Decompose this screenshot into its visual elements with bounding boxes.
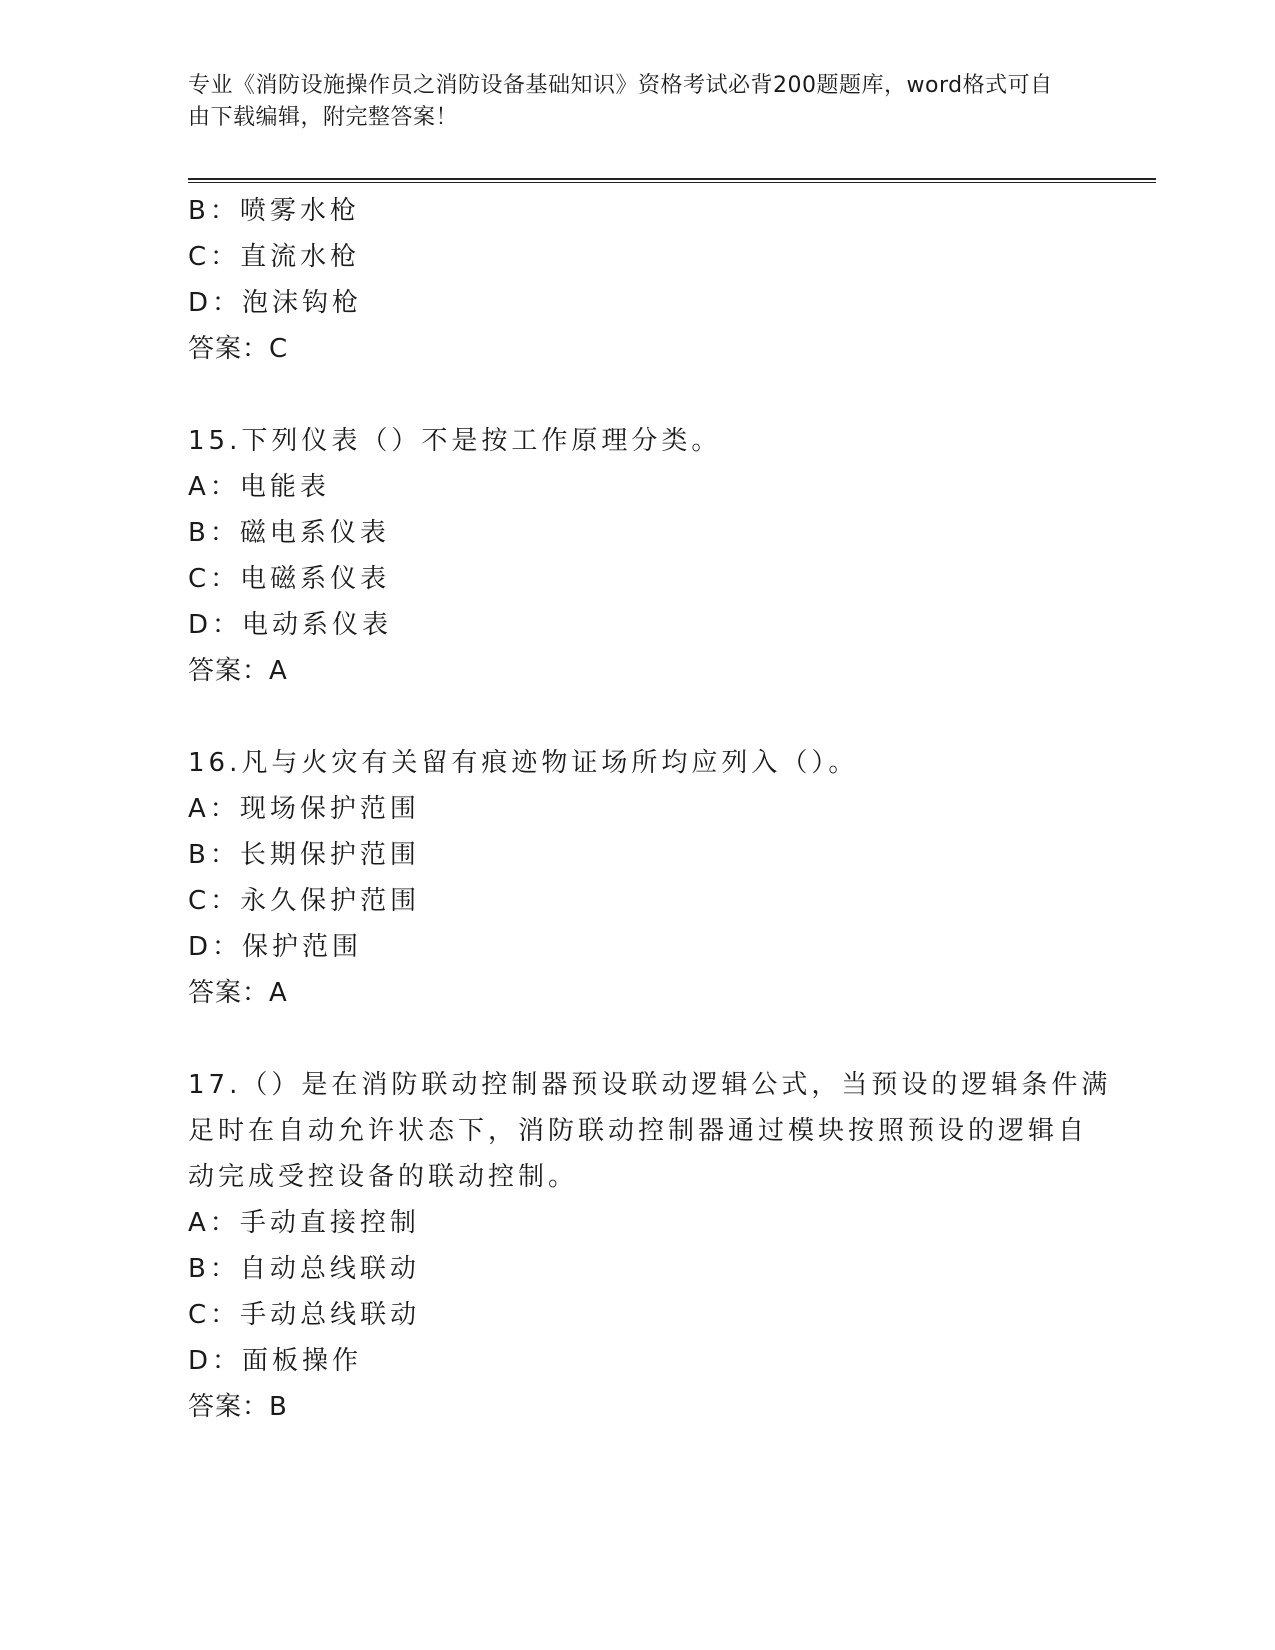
question-stem: 15.下列仪表（）不是按工作原理分类。 [188, 426, 722, 456]
option-c [188, 878, 1088, 924]
option-separator: ： [209, 196, 240, 226]
option-separator: ： [210, 564, 241, 594]
page-header-title: 专业《消防设施操作员之消防设备基础知识》资格考试必背200题题库，word格式可自由下载编辑，附完整答案！ [188, 73, 1053, 130]
option-c [188, 556, 1088, 602]
option-label: A [188, 794, 210, 824]
question-stem-line-2: 足时在自动允许状态下，消防联动控制器通过模块按照预设的逻辑自 [188, 1116, 1089, 1146]
option-text: 喷雾水枪 [239, 196, 360, 226]
option-a [188, 464, 1088, 510]
answer: 答案：A [188, 656, 288, 686]
header-divider [188, 178, 1156, 183]
option-text: 永久保护范围 [240, 886, 421, 916]
option-label: C [188, 886, 211, 916]
option-separator: ： [210, 242, 241, 272]
option-text: 直流水枪 [240, 242, 361, 272]
question-17 [188, 1062, 1112, 1430]
question-stem: 16.凡与火灾有关留有痕迹物证场所均应列入（）。 [188, 748, 859, 778]
option-label: A [188, 472, 210, 502]
option-label: D [188, 288, 213, 318]
option-text: 现场保护范围 [239, 794, 420, 824]
option-a [188, 786, 1088, 832]
option-separator: ： [212, 610, 243, 640]
option-label: C [188, 1300, 211, 1330]
option-separator: ： [209, 472, 240, 502]
option-label: D [188, 610, 213, 640]
spacer [188, 694, 1088, 740]
option-label: D [188, 1346, 213, 1376]
option-separator: ： [209, 1254, 240, 1284]
option-label: B [188, 840, 210, 870]
option-text: 电动系仪表 [242, 610, 393, 640]
spacer [188, 372, 1088, 418]
option-separator: ： [209, 518, 240, 548]
option-b [188, 188, 1088, 234]
partial-question [188, 188, 1088, 372]
option-separator: ： [210, 1300, 241, 1330]
option-separator: ： [212, 288, 243, 318]
option-label: C [188, 564, 211, 594]
option-label: A [188, 1208, 210, 1238]
option-d [188, 602, 1088, 648]
question-stem-line-1: 17.（）是在消防联动控制器预设联动逻辑公式，当预设的逻辑条件满 [188, 1070, 1112, 1100]
option-d [188, 1338, 1088, 1384]
option-c [188, 234, 1088, 280]
option-b [188, 510, 1088, 556]
option-separator: ： [210, 886, 241, 916]
option-label: D [188, 932, 213, 962]
option-text: 磁电系仪表 [239, 518, 390, 548]
option-separator: ： [209, 794, 240, 824]
question-stem-line-3: 动完成受控设备的联动控制。 [188, 1162, 579, 1192]
option-separator: ： [212, 932, 243, 962]
option-a [188, 1200, 1088, 1246]
option-label: C [188, 242, 211, 272]
option-label: B [188, 196, 210, 226]
spacer [188, 1016, 1088, 1062]
option-label: B [188, 1254, 210, 1284]
question-content [188, 188, 1112, 1430]
option-text: 泡沫钩枪 [242, 288, 363, 318]
option-text: 手动直接控制 [239, 1208, 420, 1238]
question-15 [188, 418, 1088, 694]
answer: 答案：C [188, 334, 289, 364]
option-d [188, 924, 1088, 970]
option-text: 自动总线联动 [239, 1254, 420, 1284]
option-text: 电磁系仪表 [240, 564, 391, 594]
option-separator: ： [212, 1346, 243, 1376]
option-text: 保护范围 [242, 932, 363, 962]
answer: 答案：B [188, 1392, 288, 1422]
option-d [188, 280, 1088, 326]
option-text: 电能表 [239, 472, 330, 502]
option-text: 长期保护范围 [239, 840, 420, 870]
option-separator: ： [209, 840, 240, 870]
option-text: 手动总线联动 [240, 1300, 421, 1330]
option-b [188, 1246, 1088, 1292]
option-text: 面板操作 [242, 1346, 363, 1376]
option-b [188, 832, 1088, 878]
option-label: B [188, 518, 210, 548]
answer: 答案：A [188, 978, 288, 1008]
option-c [188, 1292, 1088, 1338]
option-separator: ： [209, 1208, 240, 1238]
question-16 [188, 740, 1088, 1016]
